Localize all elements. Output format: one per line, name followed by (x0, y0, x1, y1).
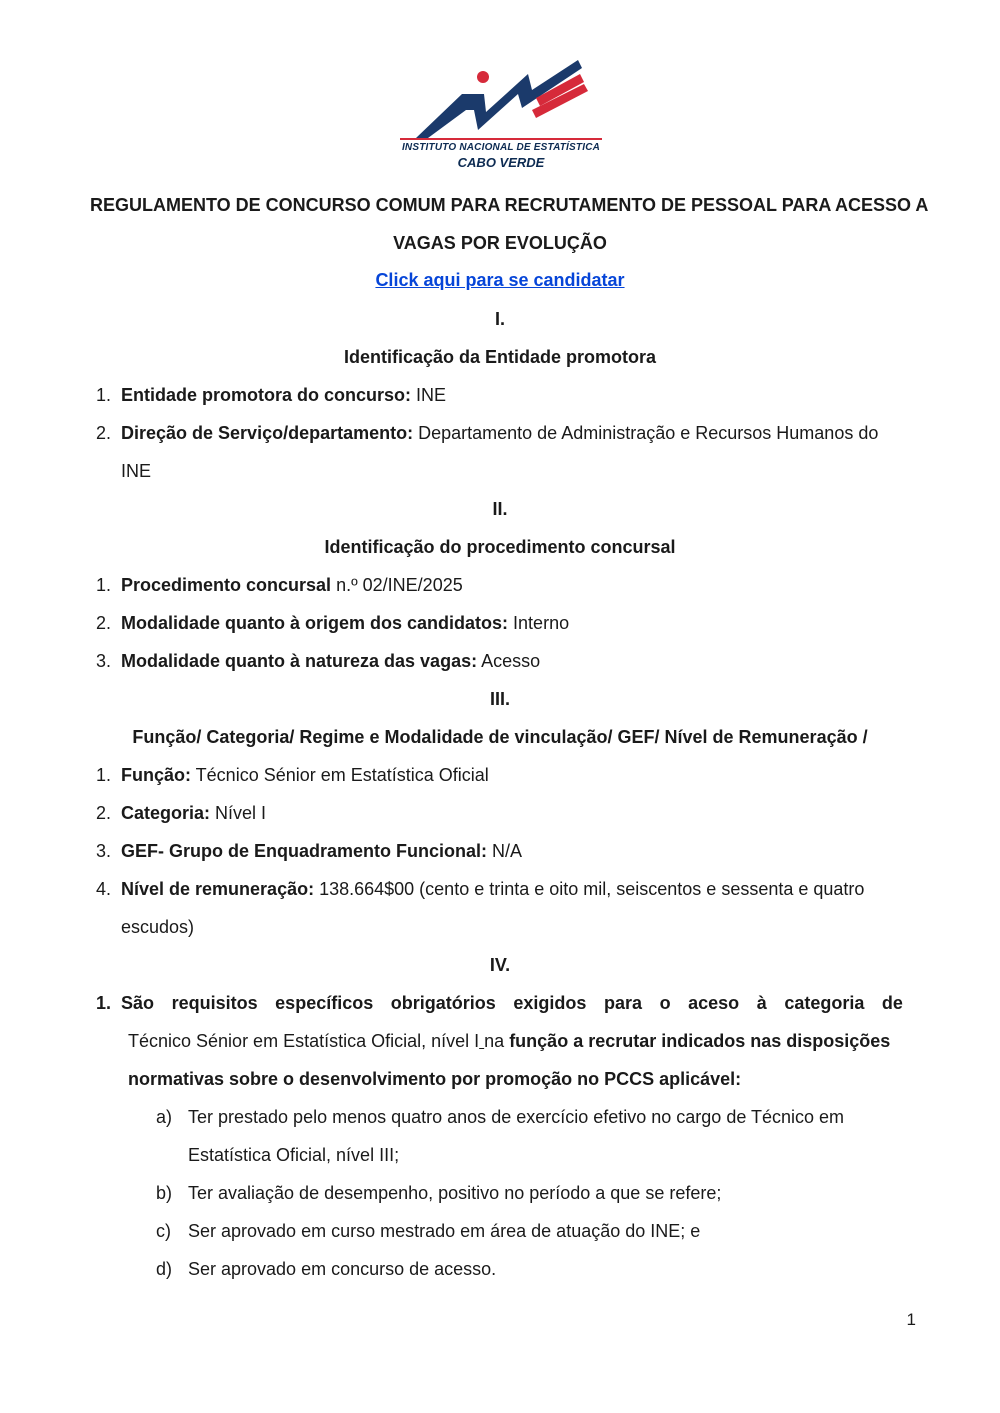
apply-link[interactable]: Click aqui para se candidatar (375, 270, 625, 290)
sublist-letter: c) (156, 1221, 171, 1241)
intro-word: o (659, 993, 671, 1013)
intro-word: à (756, 993, 767, 1013)
sublist-letter: b) (156, 1183, 173, 1203)
requirements-intro-line2 (128, 1029, 890, 1053)
list-item (121, 573, 463, 597)
item-value: n.º 02/INE/2025 (331, 575, 463, 595)
intro-word: requisitos (171, 993, 258, 1013)
requirements-intro-line1 (121, 991, 903, 1015)
intro-na-text: na (484, 1031, 510, 1051)
item-value: Interno (508, 613, 570, 633)
list-item (121, 421, 878, 445)
section-1-heading: Identificação da Entidade promotora (343, 347, 657, 367)
intro-word: São (121, 993, 155, 1013)
item-label: Entidade promotora do concurso: (121, 385, 412, 405)
item-label: Procedimento concursal (121, 575, 332, 595)
intro-word: categoria (784, 993, 865, 1013)
list-number: 2. (96, 423, 112, 443)
item-value: N/A (487, 841, 523, 861)
list-number: 4. (96, 879, 112, 899)
intro-word: específicos (275, 993, 374, 1013)
item-label: Função: (121, 765, 191, 785)
sublist-continuation: Estatística Oficial, nível III; (188, 1145, 400, 1165)
intro-word: exigidos (513, 993, 587, 1013)
item-label: Nível de remuneração: (121, 879, 315, 899)
list-number: 3. (96, 651, 112, 671)
section-4-numeral: IV. (489, 955, 511, 975)
item-value: Técnico Sénior em Estatística Oficial (191, 765, 489, 785)
item-continuation: INE (121, 461, 152, 481)
section-2-numeral: II. (492, 499, 508, 519)
item-label: Modalidade quanto à natureza das vagas: (121, 651, 478, 671)
list-item (121, 649, 540, 673)
list-number: 1. (96, 575, 112, 595)
ine-logo (400, 60, 602, 172)
list-number: 2. (96, 613, 112, 633)
sublist-letter: d) (156, 1259, 173, 1279)
sublist-item: Ser aprovado em concurso de acesso. (188, 1259, 497, 1279)
list-number: 1. (96, 993, 112, 1013)
document-title-line2: VAGAS POR EVOLUÇÃO (393, 233, 607, 253)
page-number: 1 (906, 1310, 916, 1329)
intro-bold-text: função a recrutar indicados nas disposições (509, 1031, 891, 1051)
intro-word: para (603, 993, 642, 1013)
item-label: Categoria: (121, 803, 211, 823)
section-3-numeral: III. (489, 689, 510, 709)
sublist-letter: a) (156, 1107, 173, 1127)
apply-link-row (90, 268, 910, 292)
list-item (121, 801, 266, 825)
intro-word: aceso (688, 993, 740, 1013)
section-1-numeral: I. (494, 309, 505, 329)
list-item (121, 383, 446, 407)
item-label: Direção de Serviço/departamento: (121, 423, 414, 443)
sublist-item: Ser aprovado em curso mestrado em área de atuação do INE; e (188, 1221, 701, 1241)
intro-word: de (881, 993, 903, 1013)
ine-logo-mark (400, 60, 602, 140)
list-item (121, 839, 522, 863)
item-label: Modalidade quanto à origem dos candidatos: (121, 613, 509, 633)
intro-normal-text: Técnico Sénior em Estatística Oficial, nível I (128, 1031, 480, 1051)
list-number: 3. (96, 841, 112, 861)
section-2-heading: Identificação do procedimento concursal (324, 537, 676, 557)
list-number: 2. (96, 803, 112, 823)
list-item (121, 763, 489, 787)
item-value: Acesso (477, 651, 541, 671)
logo-country-name: CABO VERDE (457, 155, 545, 170)
sublist-item: Ter prestado pelo menos quatro anos de exercício efetivo no cargo de Técnico em (188, 1107, 845, 1127)
item-value: 138.664$00 (cento e trinta e oito mil, seiscentos e sessenta e quatro (314, 879, 865, 899)
logo-institute-name: INSTITUTO NACIONAL DE ESTATÍSTICA (401, 142, 601, 153)
list-number: 1. (96, 765, 112, 785)
document-title-line1: REGULAMENTO DE CONCURSO COMUM PARA RECRUTAMENTO DE PESSOAL PARA ACESSO A (90, 195, 929, 215)
sublist-item: Ter avaliação de desempenho, positivo no período a que se refere; (188, 1183, 722, 1203)
item-value: INE (411, 385, 447, 405)
list-number: 1. (96, 385, 112, 405)
intro-word: obrigatórios (390, 993, 496, 1013)
list-item (121, 611, 569, 635)
section-3-heading: Função/ Categoria/ Regime e Modalidade de vinculação/ GEF/ Nível de Remuneração / (132, 727, 868, 747)
requirements-intro-line3: normativas sobre o desenvolvimento por promoção no PCCS aplicável: (128, 1069, 742, 1089)
item-continuation: escudos) (121, 917, 195, 937)
list-item (121, 877, 864, 901)
item-value: Departamento de Administração e Recursos Humanos do (413, 423, 879, 443)
item-label: GEF- Grupo de Enquadramento Funcional: (121, 841, 488, 861)
item-value: Nível I (210, 803, 267, 823)
